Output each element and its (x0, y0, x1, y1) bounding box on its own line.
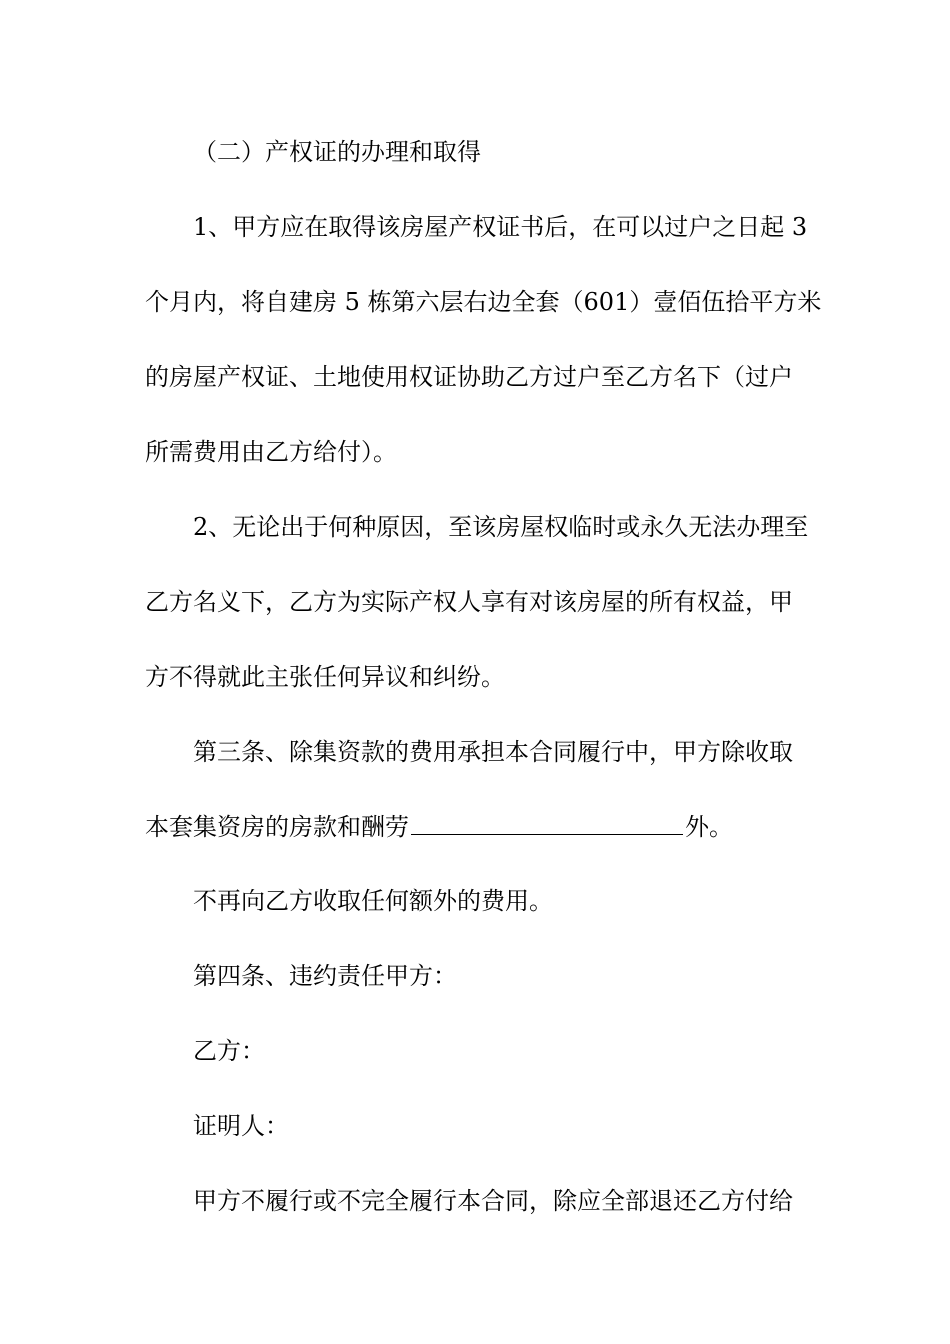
clause1-line3: 的房屋产权证、土地使用权证协助乙方过户至乙方名下（过户 (145, 363, 793, 391)
article3-line2-text: 本套集资房的房款和酬劳 (145, 813, 409, 841)
clause2-line2: 乙方名义下，乙方为实际产权人享有对该房屋的所有权益，甲 (145, 588, 793, 616)
article4-heading: 第四条、违约责任甲方： (193, 962, 457, 990)
article3-line2-suffix: 外。 (685, 813, 733, 841)
section-heading: （二）产权证的办理和取得 (193, 138, 481, 166)
article3-line3: 不再向乙方收取任何额外的费用。 (193, 887, 553, 915)
clause2-line1: 2、无论出于何种原因，至该房屋权临时或永久无法办理至 (193, 513, 809, 541)
clause2-line3: 方不得就此主张任何异议和纠纷。 (145, 663, 505, 691)
article3-line2 (145, 812, 733, 842)
article3-line1: 第三条、除集资款的费用承担本合同履行中，甲方除收取 (193, 738, 793, 766)
article4-last-line: 甲方不履行或不完全履行本合同，除应全部退还乙方付给 (193, 1187, 793, 1215)
witness-label: 证明人： (193, 1112, 289, 1140)
clause1-line1: 1、甲方应在取得该房屋产权证书后，在可以过户之日起 3 (193, 213, 808, 241)
clause1-line4: 所需费用由乙方给付）。 (145, 438, 397, 466)
party-b-label: 乙方： (193, 1037, 265, 1065)
fill-in-blank (411, 812, 683, 835)
clause1-line2: 个月内，将自建房 5 栋第六层右边全套（601）壹佰伍拾平方米 (145, 288, 822, 316)
